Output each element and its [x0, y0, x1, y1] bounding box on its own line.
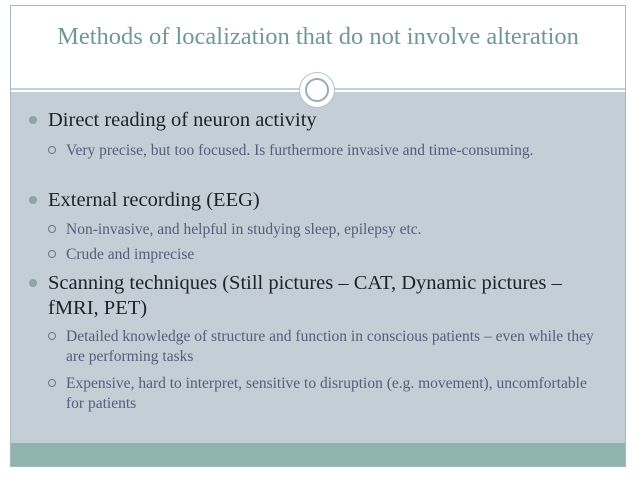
bullet-item [48, 188, 608, 213]
decorative-ring-icon [299, 72, 335, 108]
sub-bullet-ring-icon [48, 332, 56, 340]
decorative-ring-inner [305, 78, 329, 102]
sub-bullet-text: Crude and imprecise [66, 246, 195, 263]
bullet-text: Scanning techniques (Still pictures – CAT, Dynamic pictures – fMRI, PET) [48, 272, 562, 319]
sub-bullet-item [66, 220, 606, 240]
bullet-dot-icon [29, 196, 37, 204]
sub-bullet-item [66, 141, 606, 161]
sub-bullet-item [66, 327, 606, 366]
sub-bullet-ring-icon [48, 146, 56, 154]
sub-bullet-ring-icon [48, 379, 56, 387]
bullet-item [48, 108, 608, 133]
sub-bullet-text: Non-invasive, and helpful in studying sleep, epilepsy etc. [66, 221, 422, 238]
sub-bullet-text: Detailed knowledge of structure and function in conscious patients – even while they are performing tasks [66, 328, 594, 365]
sub-bullet-text: Very precise, but too focused. Is furthermore invasive and time-consuming. [66, 142, 534, 159]
bullet-item [48, 271, 608, 321]
sub-bullet-ring-icon [48, 225, 56, 233]
bullet-dot-icon [29, 116, 37, 124]
footer-band [11, 443, 625, 466]
bullet-text: External recording (EEG) [48, 189, 260, 211]
sub-bullet-ring-icon [48, 250, 56, 258]
bullet-dot-icon [29, 279, 37, 287]
sub-bullet-item [66, 374, 606, 413]
sub-bullet-text: Expensive, hard to interpret, sensitive to disruption (e.g. movement), uncomfortable for patients [66, 375, 587, 412]
bullet-text: Direct reading of neuron activity [48, 109, 317, 131]
sub-bullet-item [66, 245, 606, 265]
slide-title: Methods of localization that do not involve alteration [57, 23, 579, 50]
